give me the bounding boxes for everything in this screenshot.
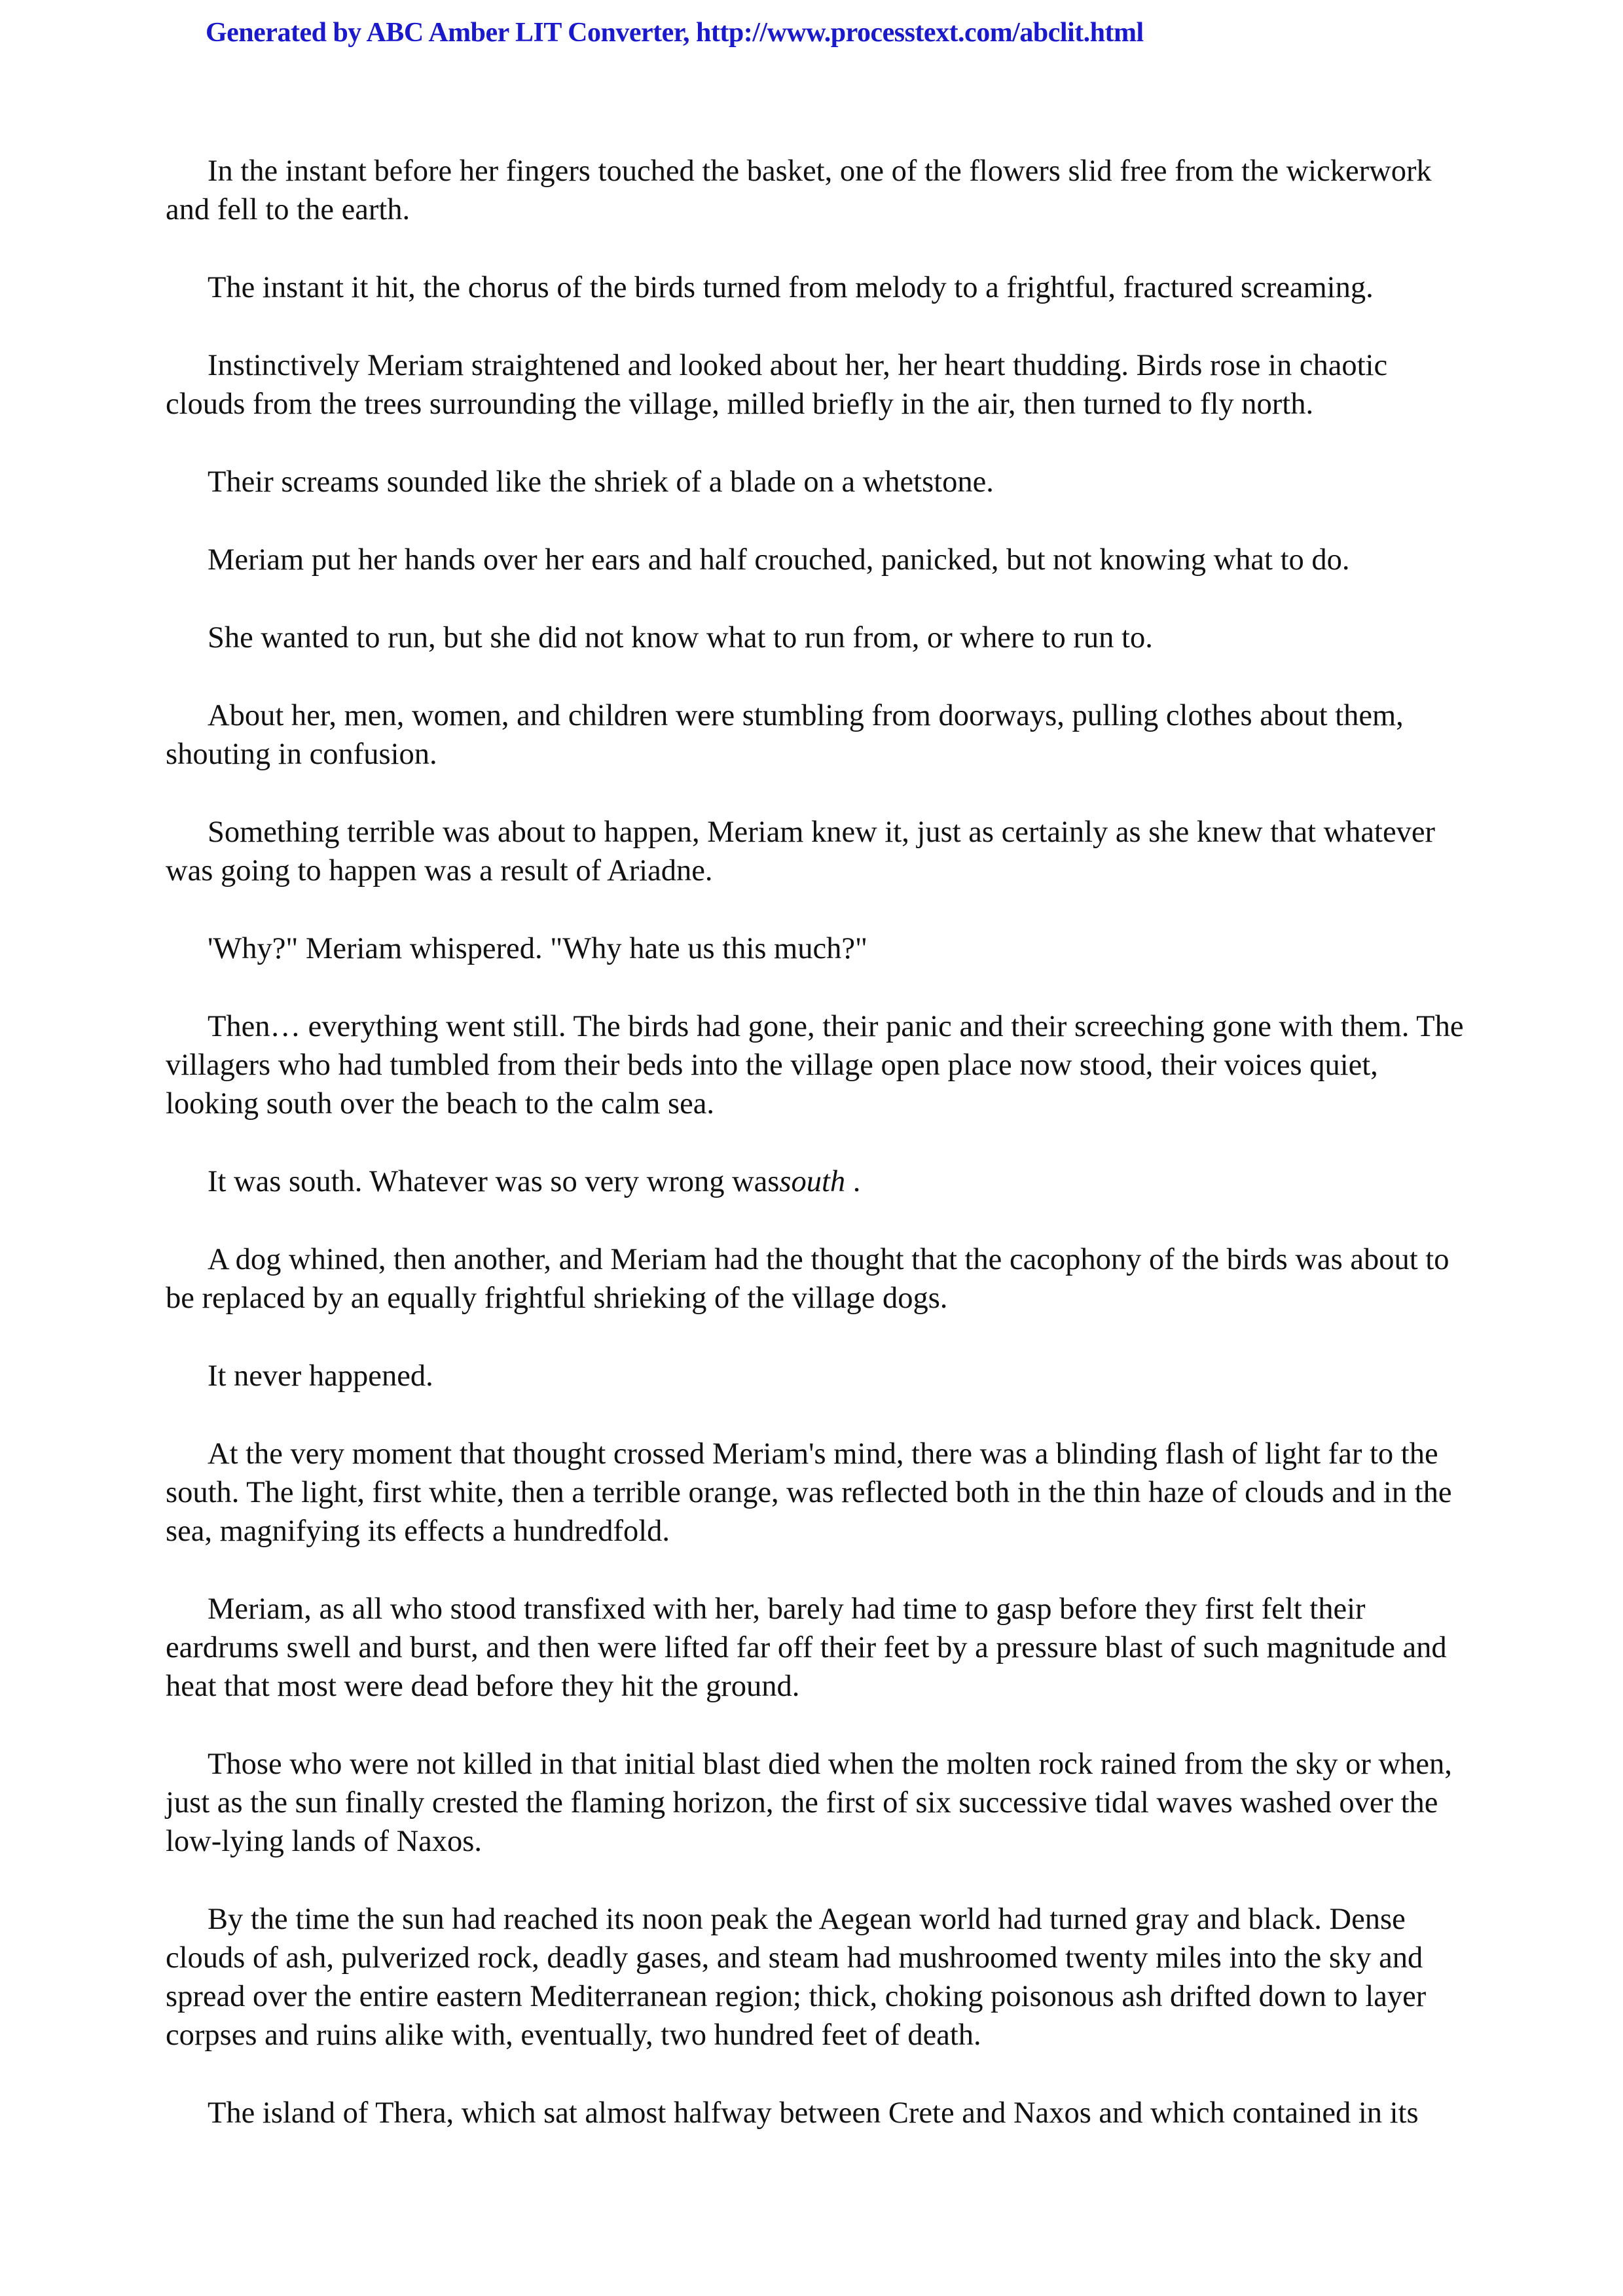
paragraph: In the instant before her fingers touched the basket, one of the flowers slid free from the wickerwork and fell to the earth. [166,154,1432,226]
paragraph: She wanted to run, but she did not know what to run from, or where to run to. [208,621,1153,655]
paragraph-text-after: . [845,1165,861,1198]
paragraph: About her, men, women, and children were stumbling from doorways, pulling clothes about them, shouting in confusion. [166,699,1404,771]
paragraph: Meriam, as all who stood transfixed with her, barely had time to gasp before they first felt their eardrums swell and burst, and then were lifted far off their feet by a pressure blast of such magnitude and heat that most were dead before they hit the ground. [166,1592,1447,1703]
paragraph: The island of Thera, which sat almost halfway between Crete and Naxos and which contained in its [208,2096,1419,2130]
emphasis-text: south [779,1165,846,1198]
paragraph: Then… everything went still. The birds had gone, their panic and their screeching gone with them. The villagers who had tumbled from their beds into the village open place now stood, their voices quiet, looking south over the beach to the calm sea. [166,1010,1464,1121]
paragraph: Meriam put her hands over her ears and half crouched, panicked, but not knowing what to do. [208,543,1350,577]
paragraph-with-emphasis [166,1162,1468,1201]
paragraph: It never happened. [208,1359,433,1393]
paragraph: At the very moment that thought crossed Meriam's mind, there was a blinding flash of light far to the south. The light, first white, then a terrible orange, was reflected both in the thin haze of clouds and in the sea, magnifying its effects a hundredfold. [166,1437,1452,1548]
paragraph: By the time the sun had reached its noon peak the Aegean world had turned gray and black. Dense clouds of ash, pulverized rock, deadly gases, and steam had mushroomed twenty miles into the sky and spread over the entire eastern Mediterranean region; thick, choking poisonous ash drifted down to layer corpses and ruins alike with, eventually, two hundred feet of death. [166,1903,1427,2052]
book-page-text [166,152,1468,2172]
paragraph: A dog whined, then another, and Meriam had the thought that the cacophony of the birds was about to be replaced by an equally frightful shrieking of the village dogs. [166,1243,1450,1315]
paragraph: Something terrible was about to happen, Meriam knew it, just as certainly as she knew that whatever was going to happen was a result of Ariadne. [166,816,1435,888]
paragraph: Instinctively Meriam straightened and looked about her, her heart thudding. Birds rose in chaotic clouds from the trees surrounding the village, milled briefly in the air, then turned to fly north. [166,349,1388,421]
converter-header-link[interactable]: Generated by ABC Amber LIT Converter, http://www.processtext.com/abclit.html [206,18,1144,48]
paragraph: Their screams sounded like the shriek of a blade on a whetstone. [208,465,994,499]
paragraph-text-before: It was south. Whatever was so very wrong was [208,1165,780,1198]
paragraph: 'Why?" Meriam whispered. "Why hate us this much?" [208,932,867,965]
paragraph: Those who were not killed in that initial blast died when the molten rock rained from the sky or when, just as the sun finally crested the flaming horizon, the first of six successive tidal waves washed over the low-lying lands of Naxos. [166,1748,1452,1858]
paragraph: The instant it hit, the chorus of the birds turned from melody to a frightful, fractured screaming. [208,271,1374,304]
